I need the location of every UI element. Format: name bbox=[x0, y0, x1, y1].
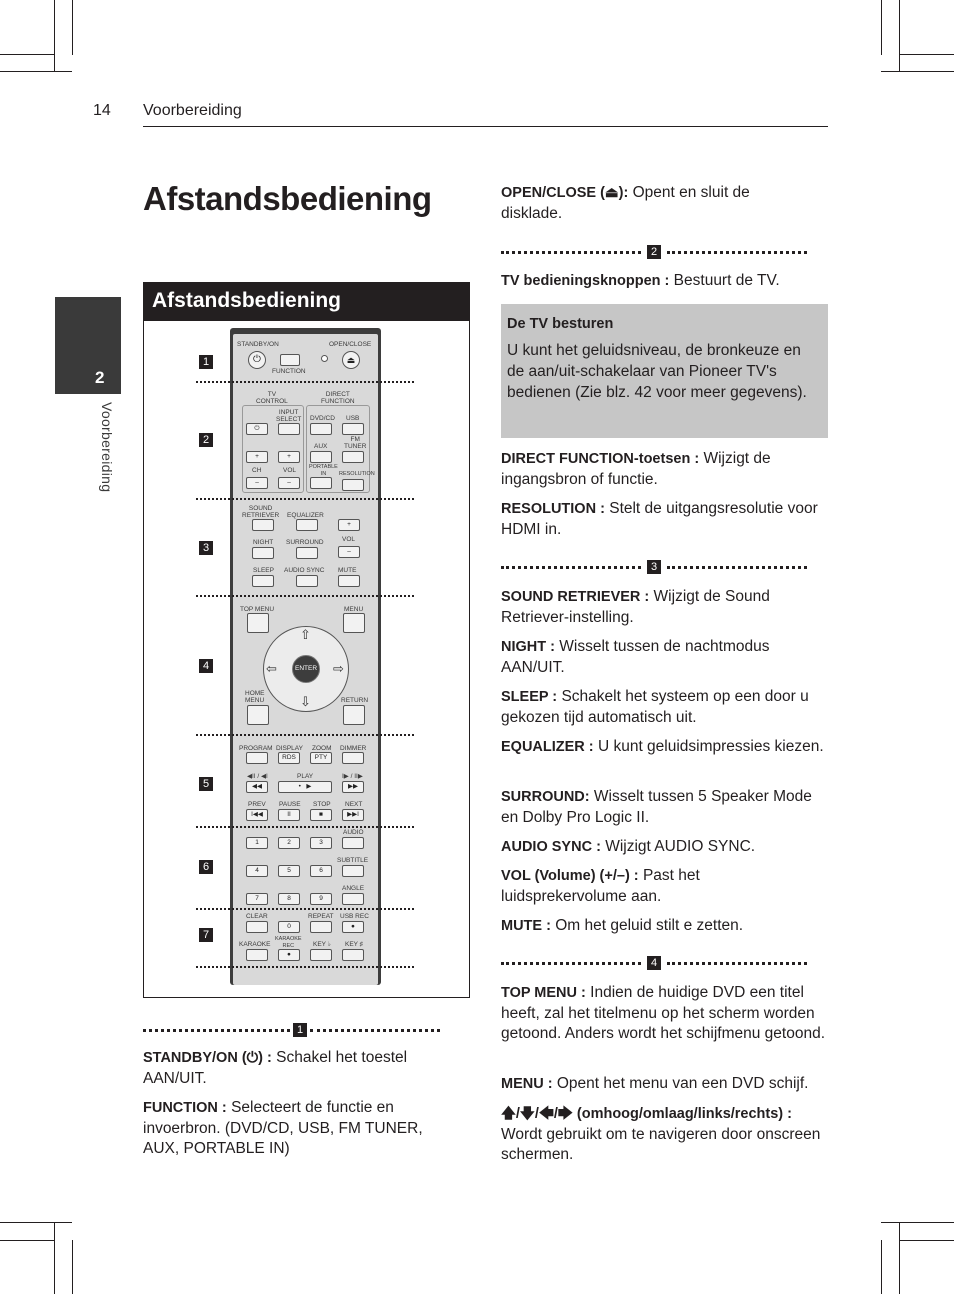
label-program: PROGRAM bbox=[239, 745, 273, 752]
home-menu-button bbox=[247, 705, 269, 725]
mute-button bbox=[338, 575, 360, 587]
dotted-separator bbox=[196, 498, 414, 500]
definition: Wijzigt de Sound Retriever-instelling. bbox=[501, 588, 770, 626]
arrow-up-icon: ⇧ bbox=[300, 627, 311, 642]
enter-button: ENTER bbox=[292, 655, 320, 683]
dotted-separator bbox=[196, 734, 414, 736]
label-vol-2: VOL bbox=[342, 536, 356, 543]
definition: Wisselt tussen 5 Speaker Mode en Dolby Pro Logic II. bbox=[501, 788, 812, 826]
portable-in-button bbox=[310, 477, 332, 489]
definition: Opent en sluit de disklade. bbox=[501, 184, 750, 222]
volume-description bbox=[501, 866, 828, 907]
crop-mark bbox=[881, 1240, 882, 1294]
dotted-line bbox=[667, 566, 807, 569]
dotted-separator bbox=[196, 966, 414, 968]
dotted-separator bbox=[196, 908, 414, 910]
marker-1: 1 bbox=[199, 355, 213, 369]
slow-reverse-icon: ◀II / ◀I bbox=[247, 773, 268, 780]
label-menu: MENU bbox=[344, 606, 364, 613]
section-separator-3 bbox=[501, 560, 807, 574]
dotted-line bbox=[667, 962, 807, 965]
digit-3-button: 3 bbox=[310, 837, 332, 849]
crop-mark bbox=[0, 1240, 55, 1241]
definition: U kunt geluidsimpressies kiezen. bbox=[593, 738, 824, 755]
label-mute: MUTE bbox=[338, 567, 357, 574]
label-prev: PREV bbox=[248, 801, 266, 808]
audio-button bbox=[342, 837, 364, 849]
arrow-right-icon: ⇨ bbox=[333, 661, 344, 676]
digit-4-button: 4 bbox=[246, 865, 268, 877]
section-number: 2 bbox=[647, 245, 661, 259]
vol-minus-button: – bbox=[338, 546, 360, 558]
repeat-button bbox=[310, 921, 332, 933]
label-tv-control: TV CONTROL bbox=[256, 391, 288, 405]
equalizer-button bbox=[296, 519, 318, 531]
label-night: NIGHT bbox=[253, 539, 274, 546]
next-button: ▶▶I bbox=[342, 809, 364, 821]
night-button bbox=[252, 547, 274, 559]
audio-sync-description bbox=[501, 837, 828, 858]
digit-8-button: 8 bbox=[278, 893, 300, 905]
label-equalizer: EQUALIZER bbox=[287, 512, 324, 519]
sound-retriever-description bbox=[501, 587, 828, 628]
label-repeat: REPEAT bbox=[308, 913, 334, 920]
surround-button bbox=[296, 547, 318, 559]
definition: Bestuurt de TV. bbox=[669, 272, 780, 289]
angle-button bbox=[342, 893, 364, 905]
term: TOP MENU : bbox=[501, 985, 586, 1001]
arrow-left-icon: ⇦ bbox=[266, 661, 277, 676]
term: STANDBY/ON (⏻) : bbox=[143, 1050, 272, 1066]
label-karaoke: KARAOKE bbox=[239, 941, 271, 948]
label-usb: USB bbox=[346, 415, 360, 422]
crop-mark bbox=[881, 0, 882, 55]
marker-6: 6 bbox=[199, 860, 213, 874]
key-flat-button bbox=[310, 949, 332, 961]
crop-mark bbox=[0, 1222, 72, 1223]
fast-forward-button: ▶▶ bbox=[342, 781, 364, 793]
sleep-description bbox=[501, 687, 831, 728]
dvd-cd-button bbox=[310, 423, 332, 435]
marker-2: 2 bbox=[199, 433, 213, 447]
top-menu-button bbox=[247, 613, 269, 633]
indicator-led bbox=[321, 355, 328, 362]
label-direct-function: DIRECT FUNCTION bbox=[321, 391, 355, 405]
label-next: NEXT bbox=[345, 801, 363, 808]
label-standby: STANDBY/ON bbox=[237, 341, 279, 348]
section-separator-1 bbox=[143, 1023, 440, 1037]
eject-icon: ⏏ bbox=[342, 351, 360, 369]
term: MENU : bbox=[501, 1076, 553, 1092]
fm-tuner-button bbox=[342, 451, 364, 463]
label-stop: STOP bbox=[313, 801, 331, 808]
term: TV bedieningsknoppen : bbox=[501, 273, 670, 289]
term: FUNCTION : bbox=[143, 1100, 227, 1116]
chapter-tab bbox=[55, 297, 121, 394]
input-select-button bbox=[278, 423, 300, 435]
label-play: PLAY bbox=[297, 773, 314, 780]
crop-mark bbox=[0, 54, 55, 55]
definition: Stelt de uitgangsresolutie voor HDMI in. bbox=[501, 500, 818, 538]
label-sleep: SLEEP bbox=[253, 567, 274, 574]
dotted-line bbox=[501, 251, 641, 254]
night-description bbox=[501, 637, 828, 678]
mute-description bbox=[501, 916, 828, 937]
definition: Indien de huidige DVD een titel heeft, zal het titelmenu op het scherm worden getoond. Anders wordt het schijfmenu getoond. bbox=[501, 984, 825, 1042]
term: NIGHT : bbox=[501, 639, 555, 655]
function-description bbox=[143, 1098, 453, 1160]
crop-mark bbox=[881, 1222, 954, 1223]
digit-6-button: 6 bbox=[310, 865, 332, 877]
term: 🡅/🡇/🡄/🡆 (omhoog/omlaag/links/rechts) : bbox=[501, 1106, 792, 1122]
dimmer-button bbox=[342, 752, 364, 764]
marker-4: 4 bbox=[199, 659, 213, 673]
usb-button bbox=[342, 423, 364, 435]
label-audio-sync: AUDIO SYNC bbox=[284, 567, 325, 574]
label-function: FUNCTION bbox=[272, 368, 306, 375]
term: SURROUND: bbox=[501, 789, 590, 805]
crop-mark bbox=[881, 71, 954, 72]
label-open-close: OPEN/CLOSE bbox=[329, 341, 372, 348]
pty-button: PTY bbox=[310, 752, 332, 764]
crop-mark bbox=[0, 71, 72, 72]
tv-power-button: ⏻ bbox=[246, 423, 268, 435]
label-return: RETURN bbox=[341, 697, 369, 704]
sound-retriever-button bbox=[252, 519, 274, 531]
marker-5: 5 bbox=[199, 777, 213, 791]
stop-button: ■ bbox=[310, 809, 332, 821]
term: DIRECT FUNCTION-toetsen : bbox=[501, 451, 700, 467]
page-title: Afstandsbediening bbox=[143, 180, 432, 217]
label-pause: PAUSE bbox=[279, 801, 301, 808]
running-header: Voorbereiding bbox=[143, 102, 242, 119]
label-input-select: INPUT SELECT bbox=[276, 409, 302, 423]
clear-button bbox=[246, 921, 268, 933]
definition: Wisselt tussen de nachtmodus AAN/UIT. bbox=[501, 638, 770, 676]
label-subtitle: SUBTITLE bbox=[337, 857, 369, 864]
usb-rec-button: ● bbox=[342, 921, 364, 933]
menu-description bbox=[501, 1074, 831, 1095]
label-home-menu: HOME MENU bbox=[245, 690, 265, 704]
rewind-button: ◀◀ bbox=[246, 781, 268, 793]
label-key-sharp: KEY ♯ bbox=[345, 941, 363, 948]
label-audio: AUDIO bbox=[343, 829, 364, 836]
resolution-button bbox=[342, 479, 364, 491]
sleep-button bbox=[252, 575, 274, 587]
marker-7: 7 bbox=[199, 928, 213, 942]
label-dvd-cd: DVD/CD bbox=[310, 415, 335, 422]
definition: Schakelt het systeem op een door u gekozen tijd automatisch uit. bbox=[501, 688, 809, 726]
rds-button: RDS bbox=[278, 752, 300, 764]
term: RESOLUTION : bbox=[501, 501, 605, 517]
dotted-line bbox=[501, 962, 641, 965]
equalizer-description bbox=[501, 737, 828, 758]
label-display: DISPLAY bbox=[276, 745, 303, 752]
term: VOL (Volume) (+/–) : bbox=[501, 868, 639, 884]
direct-function-description bbox=[501, 449, 811, 490]
term: SLEEP : bbox=[501, 689, 558, 705]
dotted-separator bbox=[196, 595, 414, 597]
key-sharp-button bbox=[342, 949, 364, 961]
digit-9-button: 9 bbox=[310, 893, 332, 905]
label-surround: SURROUND bbox=[286, 539, 324, 546]
definition: Past het luidsprekervolume aan. bbox=[501, 867, 700, 905]
section-number: 4 bbox=[647, 956, 661, 970]
section-number: 1 bbox=[293, 1023, 307, 1037]
pause-button: II bbox=[278, 809, 300, 821]
label-vol: VOL bbox=[283, 467, 297, 474]
page-number: 14 bbox=[93, 102, 111, 119]
ch-minus-button: – bbox=[246, 477, 268, 489]
label-dimmer: DIMMER bbox=[340, 745, 367, 752]
function-button bbox=[280, 354, 300, 366]
definition: Wordt gebruikt om te navigeren door onscreen schermen. bbox=[501, 1125, 821, 1163]
ch-plus-button: + bbox=[246, 451, 268, 463]
label-karaoke-rec: KARAOKE REC bbox=[275, 936, 302, 949]
label-sound-retriever: SOUND RETRIEVER bbox=[242, 505, 280, 519]
label-portable-in: PORTABLE IN bbox=[309, 464, 338, 477]
standby-description bbox=[143, 1048, 453, 1089]
dotted-separator bbox=[196, 381, 414, 383]
note-body: U kunt het geluidsniveau, de bronkeuze en de aan/uit-schakelaar van Pioneer TV's bedienen (Zie blz. 42 voor meer gegevens). bbox=[507, 342, 807, 401]
arrow-down-icon: ⇩ bbox=[300, 694, 311, 709]
dotted-line bbox=[667, 251, 807, 254]
label-key-flat: KEY ♭ bbox=[313, 941, 331, 948]
top-menu-description bbox=[501, 983, 828, 1045]
definition: Wijzigt AUDIO SYNC. bbox=[600, 838, 756, 855]
crop-mark bbox=[72, 0, 73, 55]
crop-mark bbox=[54, 1222, 55, 1294]
power-icon: ⏻ bbox=[248, 351, 266, 369]
term: SOUND RETRIEVER : bbox=[501, 589, 650, 605]
dotted-line bbox=[310, 1029, 440, 1032]
tv-vol-plus-button: + bbox=[278, 451, 300, 463]
header-rule bbox=[143, 126, 828, 127]
term: EQUALIZER : bbox=[501, 739, 594, 755]
vol-plus-button: + bbox=[338, 519, 360, 531]
resolution-description bbox=[501, 499, 828, 540]
dotted-separator bbox=[196, 826, 414, 828]
definition: Opent het menu van een DVD schijf. bbox=[552, 1075, 809, 1092]
definition: Schakel het toestel AAN/UIT. bbox=[143, 1049, 408, 1087]
digit-1-button: 1 bbox=[246, 837, 268, 849]
definition: Selecteert de functie en invoerbron. (DVD/CD, USB, FM TUNER, AUX, PORTABLE IN) bbox=[143, 1099, 423, 1157]
digit-7-button: 7 bbox=[246, 893, 268, 905]
karaoke-rec-button: ● bbox=[278, 949, 300, 961]
digit-5-button: 5 bbox=[278, 865, 300, 877]
surround-description bbox=[501, 787, 828, 828]
section-separator-4 bbox=[501, 956, 807, 970]
digit-2-button: 2 bbox=[278, 837, 300, 849]
return-button bbox=[343, 705, 365, 725]
chapter-number: 2 bbox=[95, 368, 105, 387]
program-button bbox=[246, 752, 268, 764]
label-top-menu: TOP MENU bbox=[240, 606, 275, 613]
menu-button bbox=[343, 613, 365, 633]
note-box bbox=[501, 304, 828, 438]
digit-0-button: 0 bbox=[278, 921, 300, 933]
definition: Wijzigt de ingangsbron of functie. bbox=[501, 450, 771, 488]
section-separator-2 bbox=[501, 245, 807, 259]
marker-3: 3 bbox=[199, 541, 213, 555]
audio-sync-button bbox=[296, 575, 318, 587]
play-button: • ▶ bbox=[278, 781, 332, 793]
crop-mark bbox=[54, 0, 55, 72]
chapter-label: Voorbereiding bbox=[99, 402, 115, 493]
label-ch: CH bbox=[252, 467, 262, 474]
definition: Om het geluid stilt e zetten. bbox=[550, 917, 744, 934]
crop-mark bbox=[899, 0, 900, 72]
subtitle-button bbox=[342, 865, 364, 877]
crop-mark bbox=[899, 1222, 900, 1294]
term: OPEN/CLOSE (⏏): bbox=[501, 185, 629, 201]
crop-mark bbox=[72, 1240, 73, 1294]
label-fm-tuner: FM TUNER bbox=[344, 436, 367, 450]
label-angle: ANGLE bbox=[342, 885, 365, 892]
term: AUDIO SYNC : bbox=[501, 839, 601, 855]
label-zoom: ZOOM bbox=[312, 745, 332, 752]
section-number: 3 bbox=[647, 560, 661, 574]
term: MUTE : bbox=[501, 918, 551, 934]
label-usb-rec: USB REC bbox=[340, 913, 369, 920]
prev-button: I◀◀ bbox=[246, 809, 268, 821]
arrows-description bbox=[501, 1104, 828, 1166]
dotted-line bbox=[143, 1029, 290, 1032]
dotted-line bbox=[501, 566, 641, 569]
crop-mark bbox=[899, 54, 954, 55]
open-close-description bbox=[501, 183, 801, 224]
figure-heading: Afstandsbediening bbox=[144, 283, 469, 321]
tv-vol-minus-button: – bbox=[278, 477, 300, 489]
karaoke-button bbox=[246, 949, 268, 961]
label-clear: CLEAR bbox=[246, 913, 268, 920]
tv-buttons-description bbox=[501, 271, 828, 292]
aux-button bbox=[310, 451, 332, 463]
note-title: De TV besturen bbox=[507, 316, 614, 332]
label-resolution: RESOLUTION bbox=[339, 471, 375, 477]
crop-mark bbox=[899, 1240, 954, 1241]
slow-forward-icon: I▶ / II▶ bbox=[342, 773, 363, 780]
label-aux: AUX bbox=[314, 443, 328, 450]
